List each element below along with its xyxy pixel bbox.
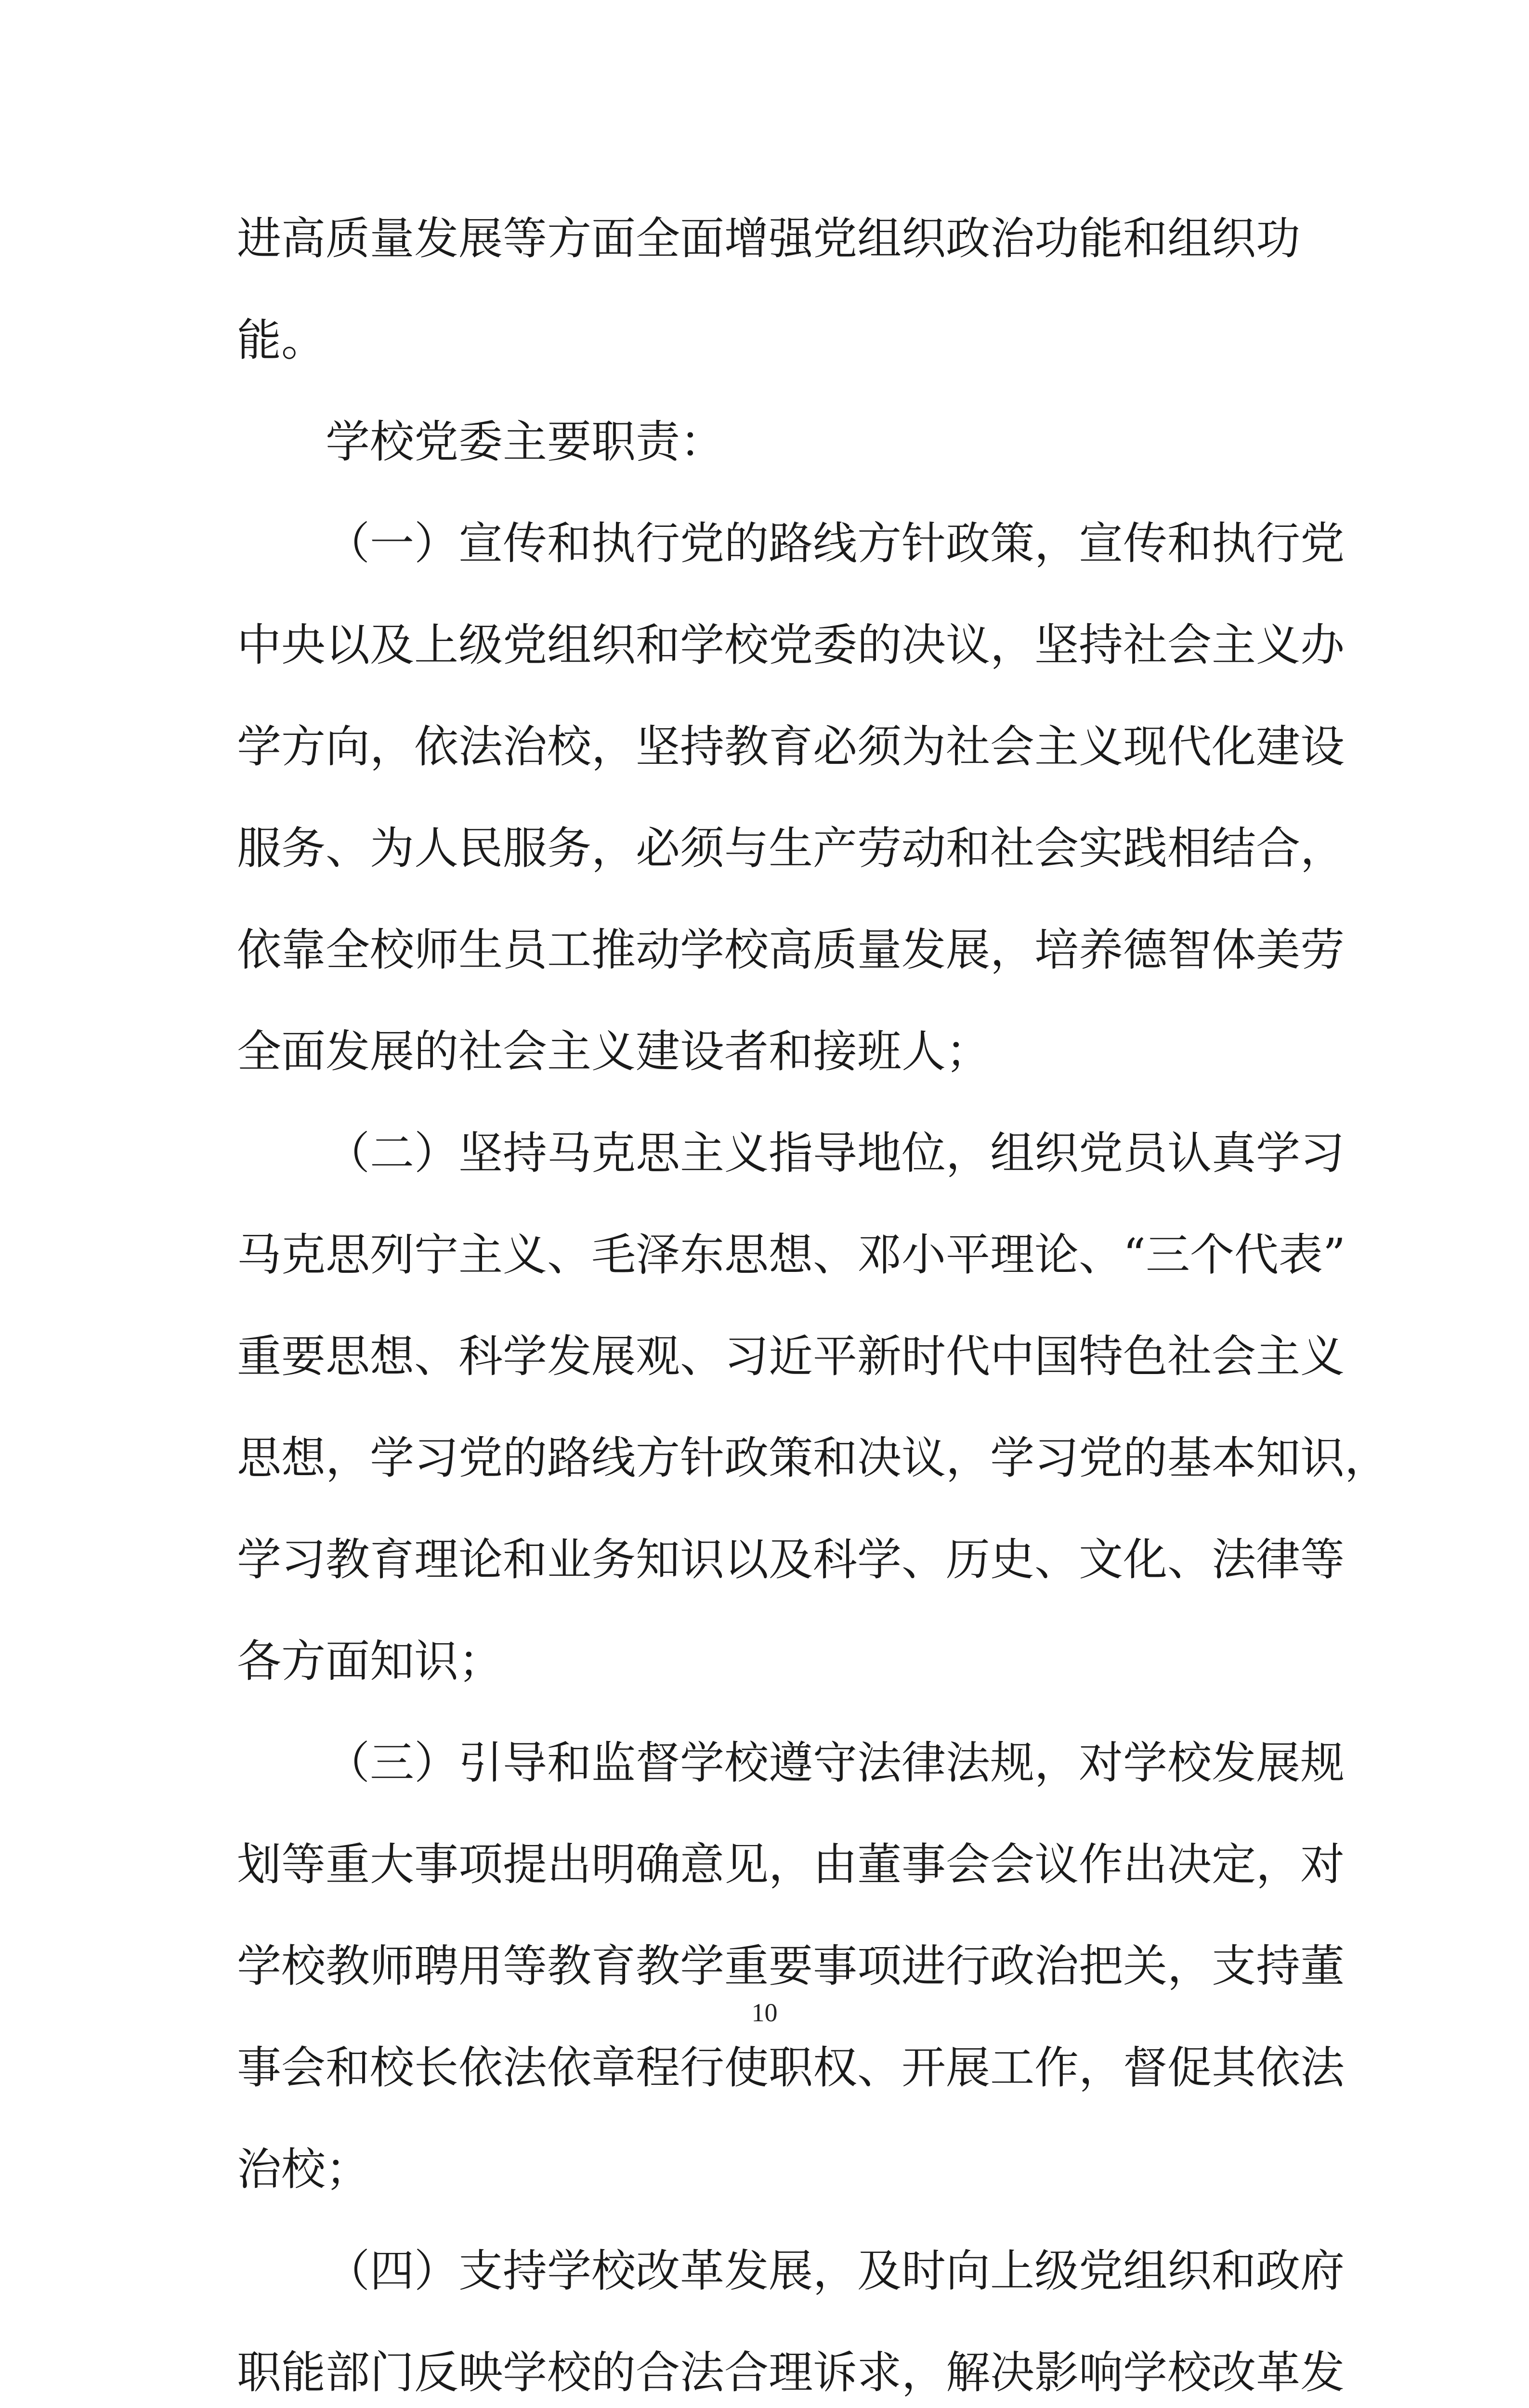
text-line: 马克思列宁主义、毛泽东思想、邓小平理论、“三个代表” <box>237 1229 1346 1281</box>
text-line: 重要思想、科学发展观、习近平新时代中国特色社会主义 <box>237 1331 1345 1382</box>
page-number: 10 <box>751 1998 778 2027</box>
text-line: 进高质量发展等方面全面增强党组织政治功能和组织功 <box>237 213 1301 264</box>
text-line: 能。 <box>237 314 326 366</box>
body-text <box>237 188 1389 2408</box>
text-line: 职能部门反映学校的合法合理诉求，解决影响学校改革发 <box>237 2347 1345 2398</box>
text-line: 治校； <box>237 2144 370 2195</box>
text-line: 依靠全校师生员工推动学校高质量发展，培养德智体美劳 <box>237 924 1345 976</box>
text-line: 学方向，依法治校，坚持教育必须为社会主义现代化建设 <box>237 721 1345 772</box>
text-line: 中央以及上级党组织和学校党委的决议，坚持社会主义办 <box>237 619 1345 671</box>
text-line: 全面发展的社会主义建设者和接班人； <box>237 1026 991 1077</box>
text-line: （一）宣传和执行党的路线方针政策，宣传和执行党 <box>326 518 1345 569</box>
text-line: 思想，学习党的路线方针政策和决议，学习党的基本知识， <box>237 1432 1389 1484</box>
text-line: 服务、为人民服务，必须与生产劳动和社会实践相结合， <box>237 823 1345 874</box>
text-line: 学习教育理论和业务知识以及科学、历史、文化、法律等 <box>237 1534 1345 1585</box>
text-line: 各方面知识； <box>237 1636 503 1687</box>
text-line: 划等重大事项提出明确意见，由董事会会议作出决定，对 <box>237 1839 1345 1890</box>
text-line: （二）坚持马克思主义指导地位，组织党员认真学习 <box>326 1127 1345 1179</box>
text-line: （三）引导和监督学校遵守法律法规，对学校发展规 <box>326 1737 1345 1789</box>
text-line: （四）支持学校改革发展，及时向上级党组织和政府 <box>326 2245 1345 2297</box>
section-heading: 学校党委主要职责： <box>326 416 725 468</box>
text-line: 事会和校长依法依章程行使职权、开展工作，督促其依法 <box>237 2042 1345 2094</box>
text-line: 学校教师聘用等教育教学重要事项进行政治把关，支持董 <box>237 1940 1345 1992</box>
